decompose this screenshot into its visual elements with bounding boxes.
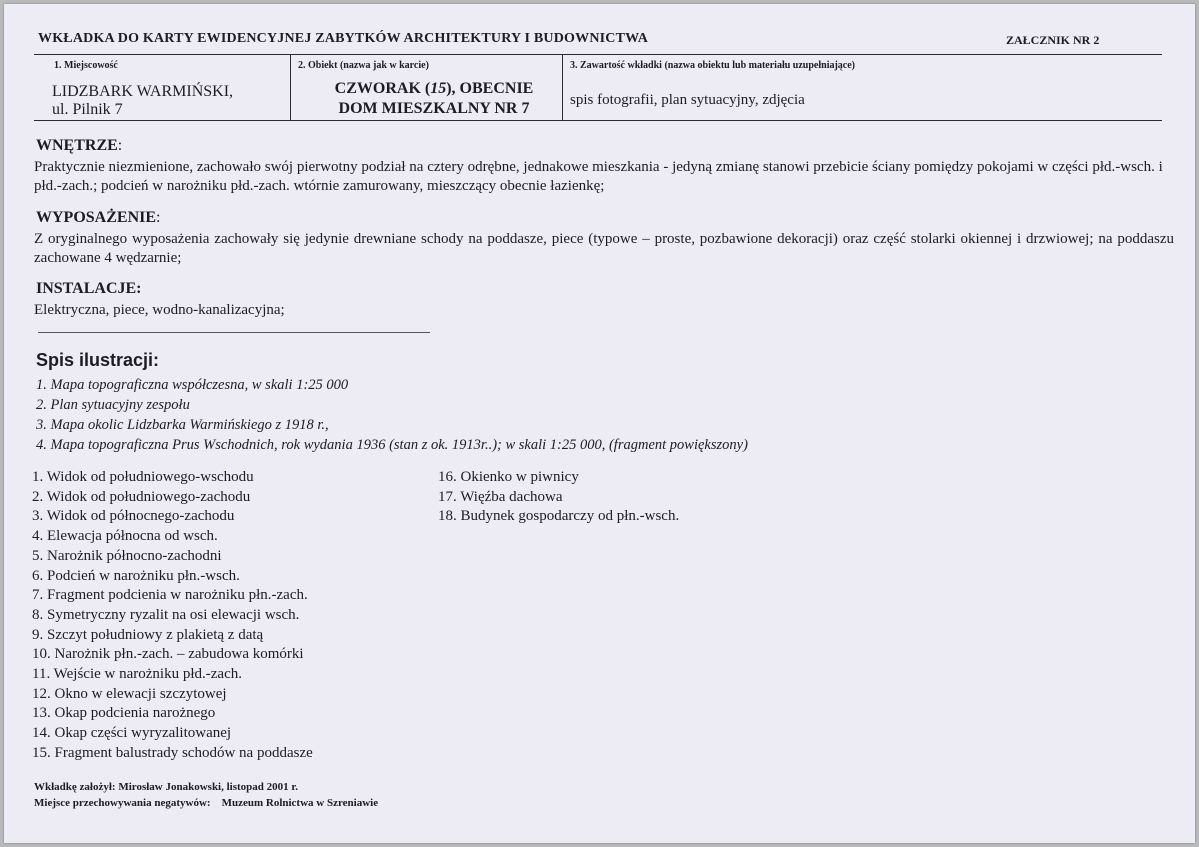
negatives-location: Miejsce przechowywania negatywów: Muzeum Rolnictwa w Szreniawie (34, 797, 379, 809)
installations-heading: INSTALACJE: (36, 280, 142, 297)
photo-item: 11. Wejście w narożniku płd.-zach. (32, 666, 242, 683)
photo-item: 18. Budynek gospodarczy od płn.-wsch. (438, 508, 680, 525)
photo-item: 8. Symetryczny ryzalit na osi elewacji wsch. (32, 606, 300, 623)
installations-text: Elektryczna, piece, wodno-kanalizacyjna; (34, 302, 285, 318)
map-item: 1. Mapa topograficzna współczesna, w skali 1:25 000 (36, 377, 349, 393)
col-label-object: 2. Obiekt (nazwa jak w karcie) (298, 60, 429, 71)
photo-item: 7. Fragment podcienia w narożniku płn.-zach. (32, 587, 308, 604)
form-title: WKŁADKA DO KARTY EWIDENCYJNEJ ZABYTKÓW ARCHITEKTURY I BUDOWNICTWA (38, 31, 649, 46)
photo-list-column-1 (32, 468, 313, 764)
contents-value: spis fotografii, plan sytuacyjny, zdjęcia (570, 92, 805, 108)
column-divider-2 (562, 54, 563, 121)
photo-list-column-2 (438, 468, 679, 527)
object-name-line1: CZWORAK (15), OBECNIE (334, 80, 534, 97)
photo-item: 10. Narożnik płn.-zach. – zabudowa komórki (32, 646, 304, 663)
header-bottom-rule (34, 120, 1162, 121)
interior-heading: WNĘTRZE: (36, 137, 123, 154)
photo-item: 16. Okienko w piwnicy (438, 469, 579, 485)
photo-item: 4. Elewacja północna od wsch. (32, 528, 218, 545)
section-divider (38, 332, 430, 333)
photo-item: 9. Szczyt południowy z plakietą z datą (32, 626, 264, 643)
photo-item: 17. Więźba dachowa (438, 488, 563, 505)
column-divider-1 (290, 54, 291, 121)
object-value (316, 79, 552, 119)
photo-item: 2. Widok od południowego-zachodu (32, 488, 251, 505)
equipment-heading: WYPOSAŻENIE: (36, 209, 161, 226)
col-label-locality: 1. Miejscowość (54, 60, 118, 71)
equipment-text: Z oryginalnego wyposażenia zachowały się jedynie drewniane schody na poddasze, piece (typowe – proste, pozbawione dekoracji) oraz część stolarki okiennej i drzwiowej; na poddaszu zachowane 4 wędzarnie; (34, 231, 1174, 266)
header-top-rule (34, 54, 1162, 55)
annex-number: ZAŁCZNIK NR 2 (1006, 33, 1100, 47)
photo-item: 6. Podcień w narożniku płn.-wsch. (32, 567, 240, 584)
map-item: 3. Mapa okolic Lidzbarka Warmińskiego z 1918 r., (36, 417, 329, 433)
photo-item: 14. Okap części wyryzalitowanej (32, 725, 232, 742)
photo-item: 3. Widok od północnego-zachodu (32, 508, 235, 525)
interior-text: Praktycznie niezmienione, zachowało swój pierwotny podział na cztery odrębne, jednakowe mieszkania - jedyną zmianę stanowi przebicie ściany pomiędzy pokojami w części płd.-wsch. i płd.-zach.; podcień w narożniku płd.-zach. wtórnie zamurowany, mieszczący obecnie łazienkę; (34, 159, 1163, 194)
record-sheet (4, 4, 1195, 843)
locality-street: ul. Pilnik 7 (52, 101, 123, 118)
photo-item: 13. Okap podcienia narożnego (32, 705, 216, 722)
col-label-contents: 3. Zawartość wkładki (nazwa obiektu lub materiału uzupełniające) (570, 60, 856, 71)
map-item: 2. Plan sytuacyjny zespołu (36, 397, 190, 413)
photo-item: 12. Okno w elewacji szczytowej (32, 685, 227, 702)
author-line: Wkładkę założył: Mirosław Jonakowski, listopad 2001 r. (34, 781, 299, 793)
illustrations-heading: Spis ilustracji: (36, 350, 160, 370)
locality-value (52, 83, 233, 119)
object-name-line2: DOM MIESZKALNY NR 7 (338, 100, 530, 117)
locality-town: LIDZBARK WARMIŃSKI, (52, 83, 234, 100)
photo-item: 15. Fragment balustrady schodów na poddasze (32, 744, 313, 761)
map-item: 4. Mapa topograficzna Prus Wschodnich, rok wydania 1936 (stan z ok. 1913r..); w skali 1:25 000, (fragment powiększony) (36, 437, 748, 453)
photo-item: 5. Narożnik północno-zachodni (32, 547, 222, 564)
maps-list (36, 375, 748, 455)
photo-item: 1. Widok od południowego-wschodu (32, 469, 254, 485)
